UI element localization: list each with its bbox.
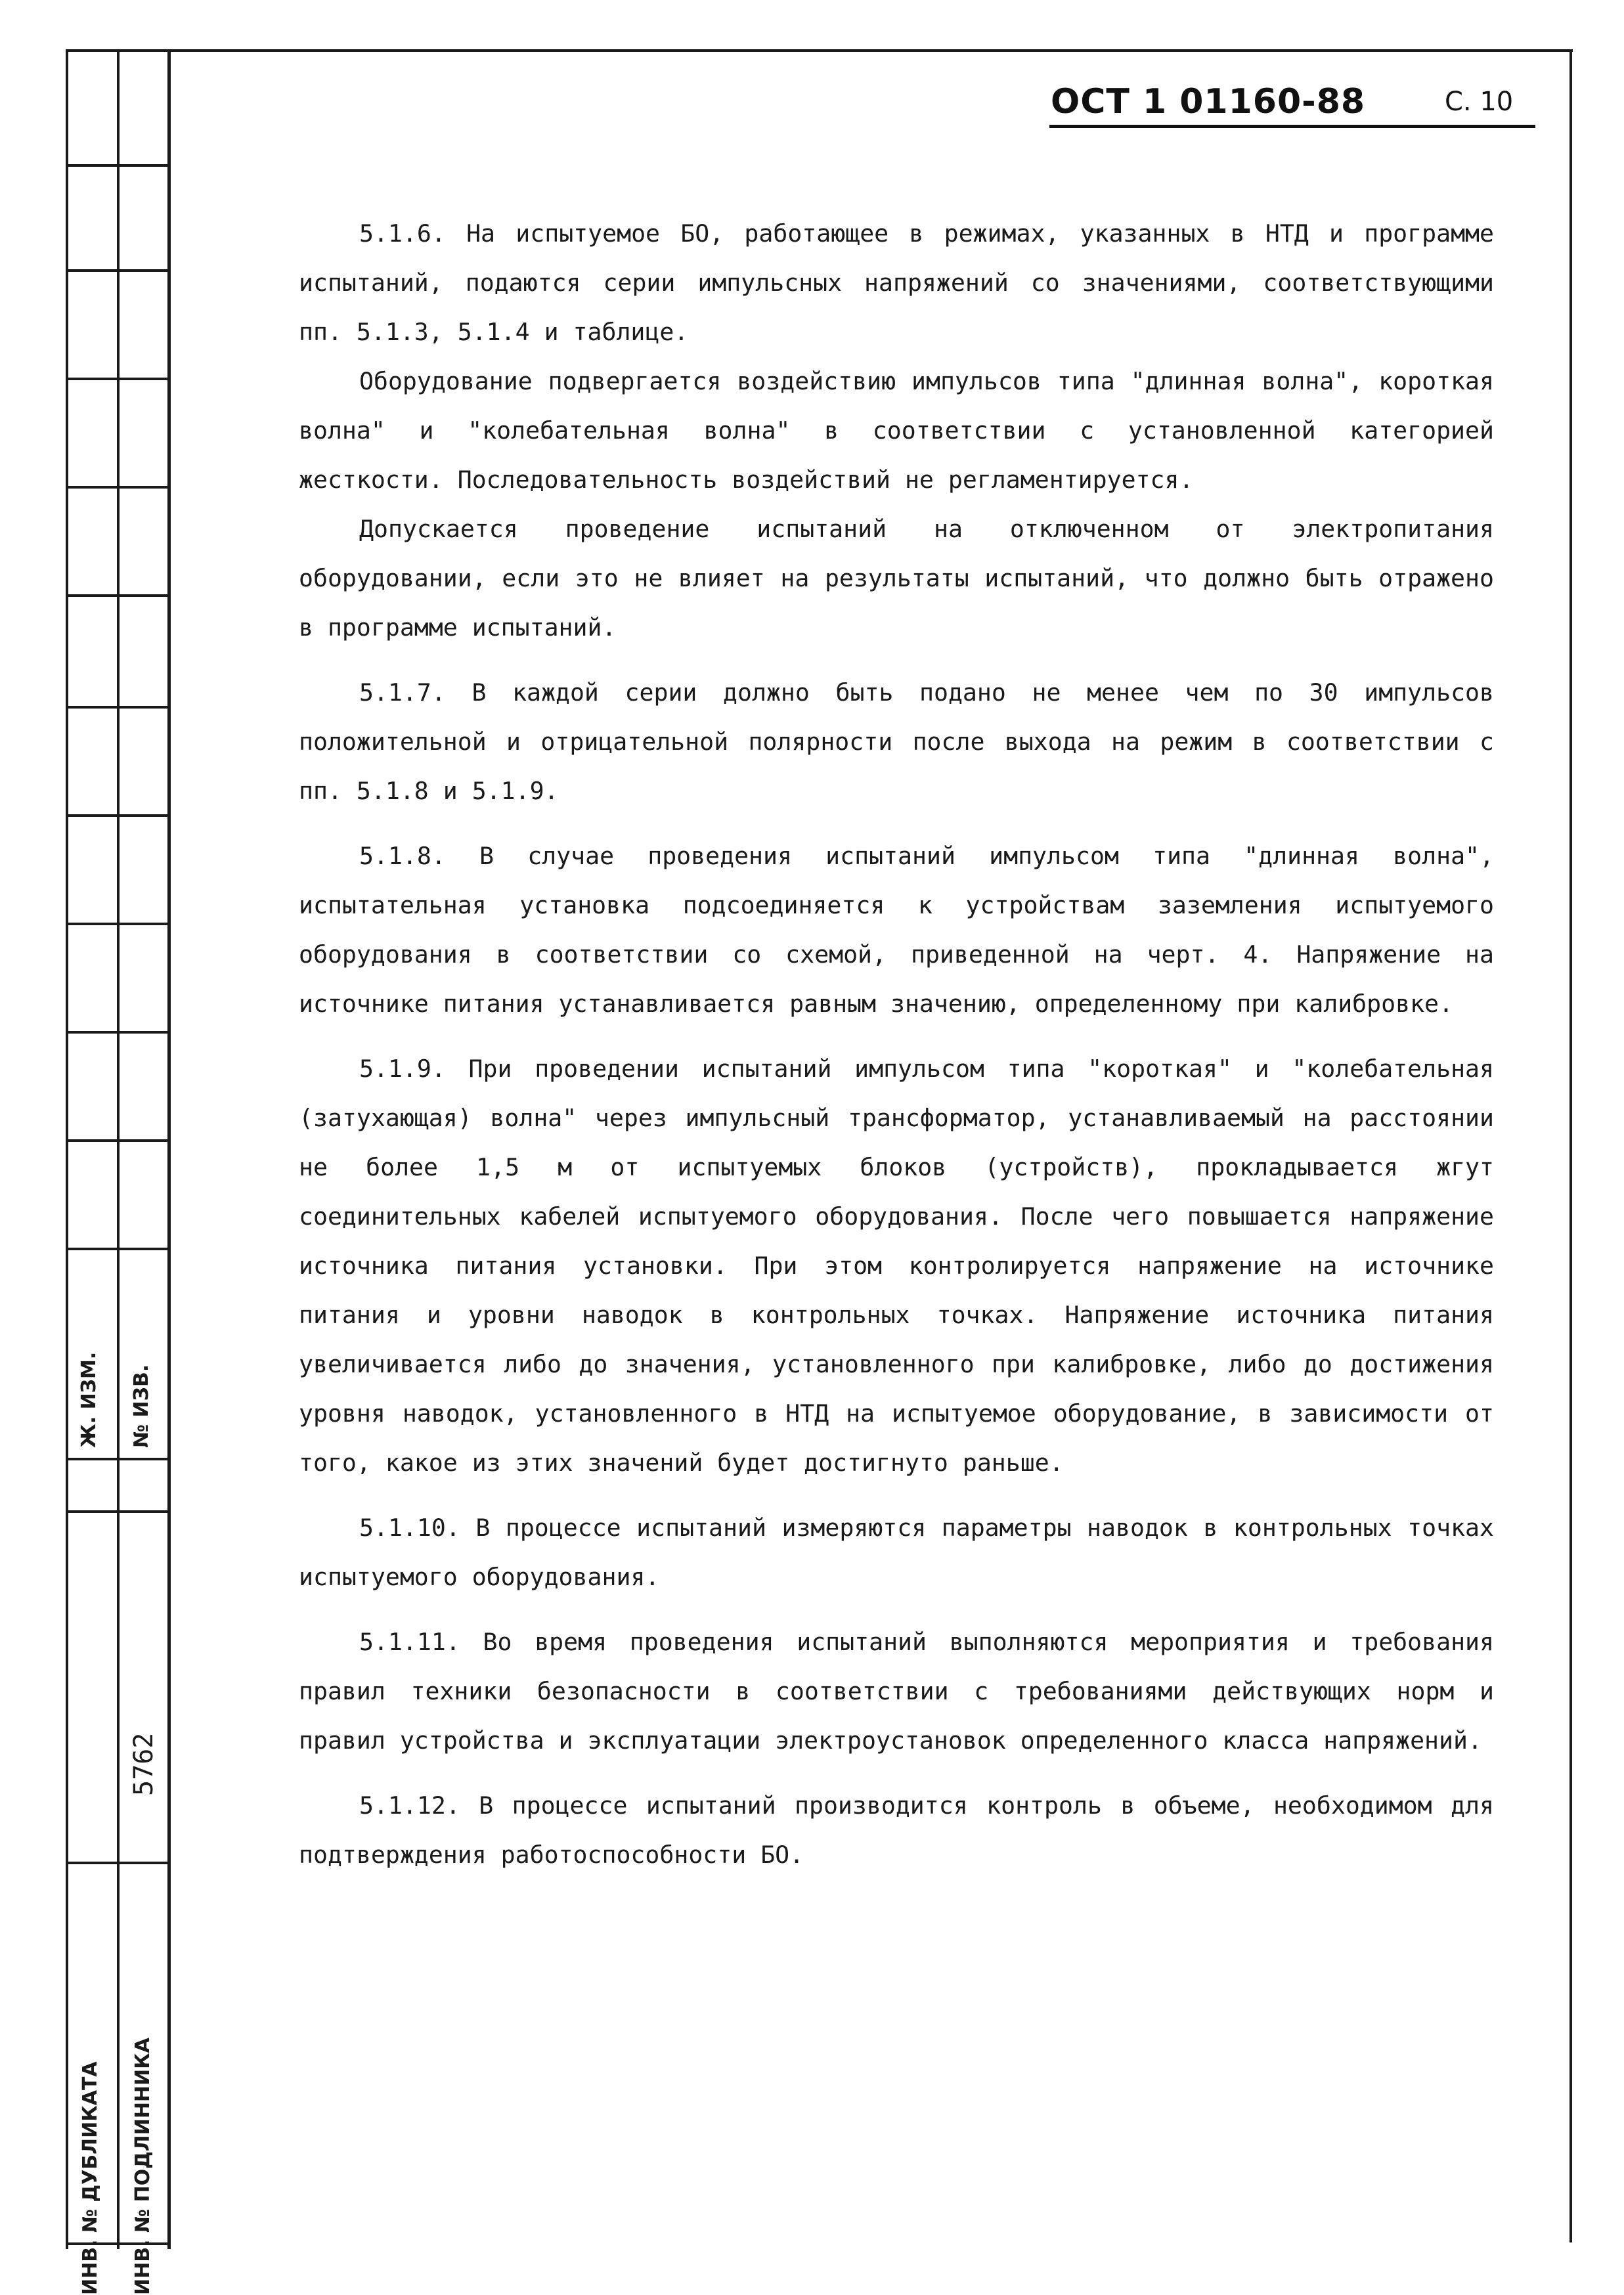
stamp-line — [66, 1458, 171, 1460]
stamp-line — [66, 1510, 171, 1513]
stamp-line — [66, 594, 171, 597]
paragraph-5-1-8: 5.1.8. В случае проведения испытаний импульсом типа "длинная волна", испытательная установка подсоединяется к устройствам заземления испытуемого оборудования в соответствии со схемой, приведенной на черт. 4. Напряжение на источнике питания устанавливается равным значению, определенному при калибровке. — [299, 842, 1494, 1018]
stamp-line — [66, 1248, 171, 1250]
page-frame-top — [167, 49, 1573, 52]
header-underline — [1049, 125, 1535, 128]
stamp-line — [66, 378, 171, 380]
stamp-line — [66, 706, 171, 709]
stamp-izv-label: № ИЗВ. — [130, 1364, 153, 1448]
paragraph-equipment-exposure: Оборудование подвергается воздействию импульсов типа "длинная волна", короткая волна" и "колебательная волна" в соответствии с установленной категорией жесткости. Последовательность воздействий не регламентируется. — [299, 367, 1494, 494]
stamp-line — [66, 1139, 171, 1142]
document-code: ОСТ 1 01160-88 — [1051, 82, 1366, 121]
stamp-inv-dublikata: ИНВ. № ДУБЛИКАТА — [79, 2061, 102, 2295]
document-body — [299, 209, 1494, 1879]
stamp-line — [66, 486, 171, 489]
paragraph-5-1-6: 5.1.6. На испытуемое БО, работающее в режимах, указанных в НТД и программе испытаний, подаются серии импульсных напряжений со значениями, соответствующими пп. 5.1.3, 5.1.4 и таблице. — [299, 219, 1494, 346]
stamp-line — [66, 49, 171, 52]
paragraph-5-1-12: 5.1.12. В процессе испытаний производится контроль в объеме, необходимом для подтверждения работоспособности БО. — [299, 1791, 1494, 1869]
stamp-izm-label: Ж. ИЗМ. — [77, 1351, 100, 1448]
stamp-line — [66, 1031, 171, 1034]
page-number: С. 10 — [1445, 87, 1514, 117]
stamp-inv-podlinnika: ИНВ. № ПОДЛИННИКА — [131, 2038, 154, 2295]
paragraph-5-1-9: 5.1.9. При проведении испытаний импульсом типа "короткая" и "колебательная (затухающая) волна" через импульсный трансформатор, устанавливаемый на расстоянии не более 1,5 м от испытуемых блоков (устройств), прокладывается жгут соединительных кабелей испытуемого оборудования. После чего повышается напряжение источника питания установки. При этом контролируется напряжение на источнике питания и уровни наводок в контрольных точках. Напряжение источника питания увеличивается либо до значения, установленного при калибровке, либо до достижения уровня наводок, установленного в НТД на испытуемое оборудование, в зависимости от того, какое из этих значений будет достигнуто раньше. — [299, 1055, 1494, 1477]
side-stamp — [66, 49, 171, 2295]
paragraph-5-1-10: 5.1.10. В процессе испытаний измеряются параметры наводок в контрольных точках испытуемого оборудования. — [299, 1514, 1494, 1591]
page-frame-right — [1569, 49, 1572, 2242]
stamp-line — [66, 814, 171, 817]
stamp-line — [66, 923, 171, 925]
stamp-number: 5762 — [129, 1732, 159, 1796]
paragraph-5-1-11: 5.1.11. Во время проведения испытаний выполняются мероприятия и требования правил техники безопасности в соответствии с требованиями действующих норм и правил устройства и эксплуатации электроустановок определенного класса напряжений. — [299, 1628, 1494, 1755]
stamp-line — [66, 164, 171, 167]
stamp-line — [66, 269, 171, 272]
paragraph-allowed-test: Допускается проведение испытаний на отключенном от электропитания оборудовании, если это не влияет на результаты испытаний, что должно быть отражено в программе испытаний. — [299, 515, 1494, 642]
stamp-line — [66, 1862, 171, 1864]
paragraph-5-1-7: 5.1.7. В каждой серии должно быть подано не менее чем по 30 импульсов положительной и отрицательной полярности после выхода на режим в соответствии с пп. 5.1.8 и 5.1.9. — [299, 678, 1494, 805]
